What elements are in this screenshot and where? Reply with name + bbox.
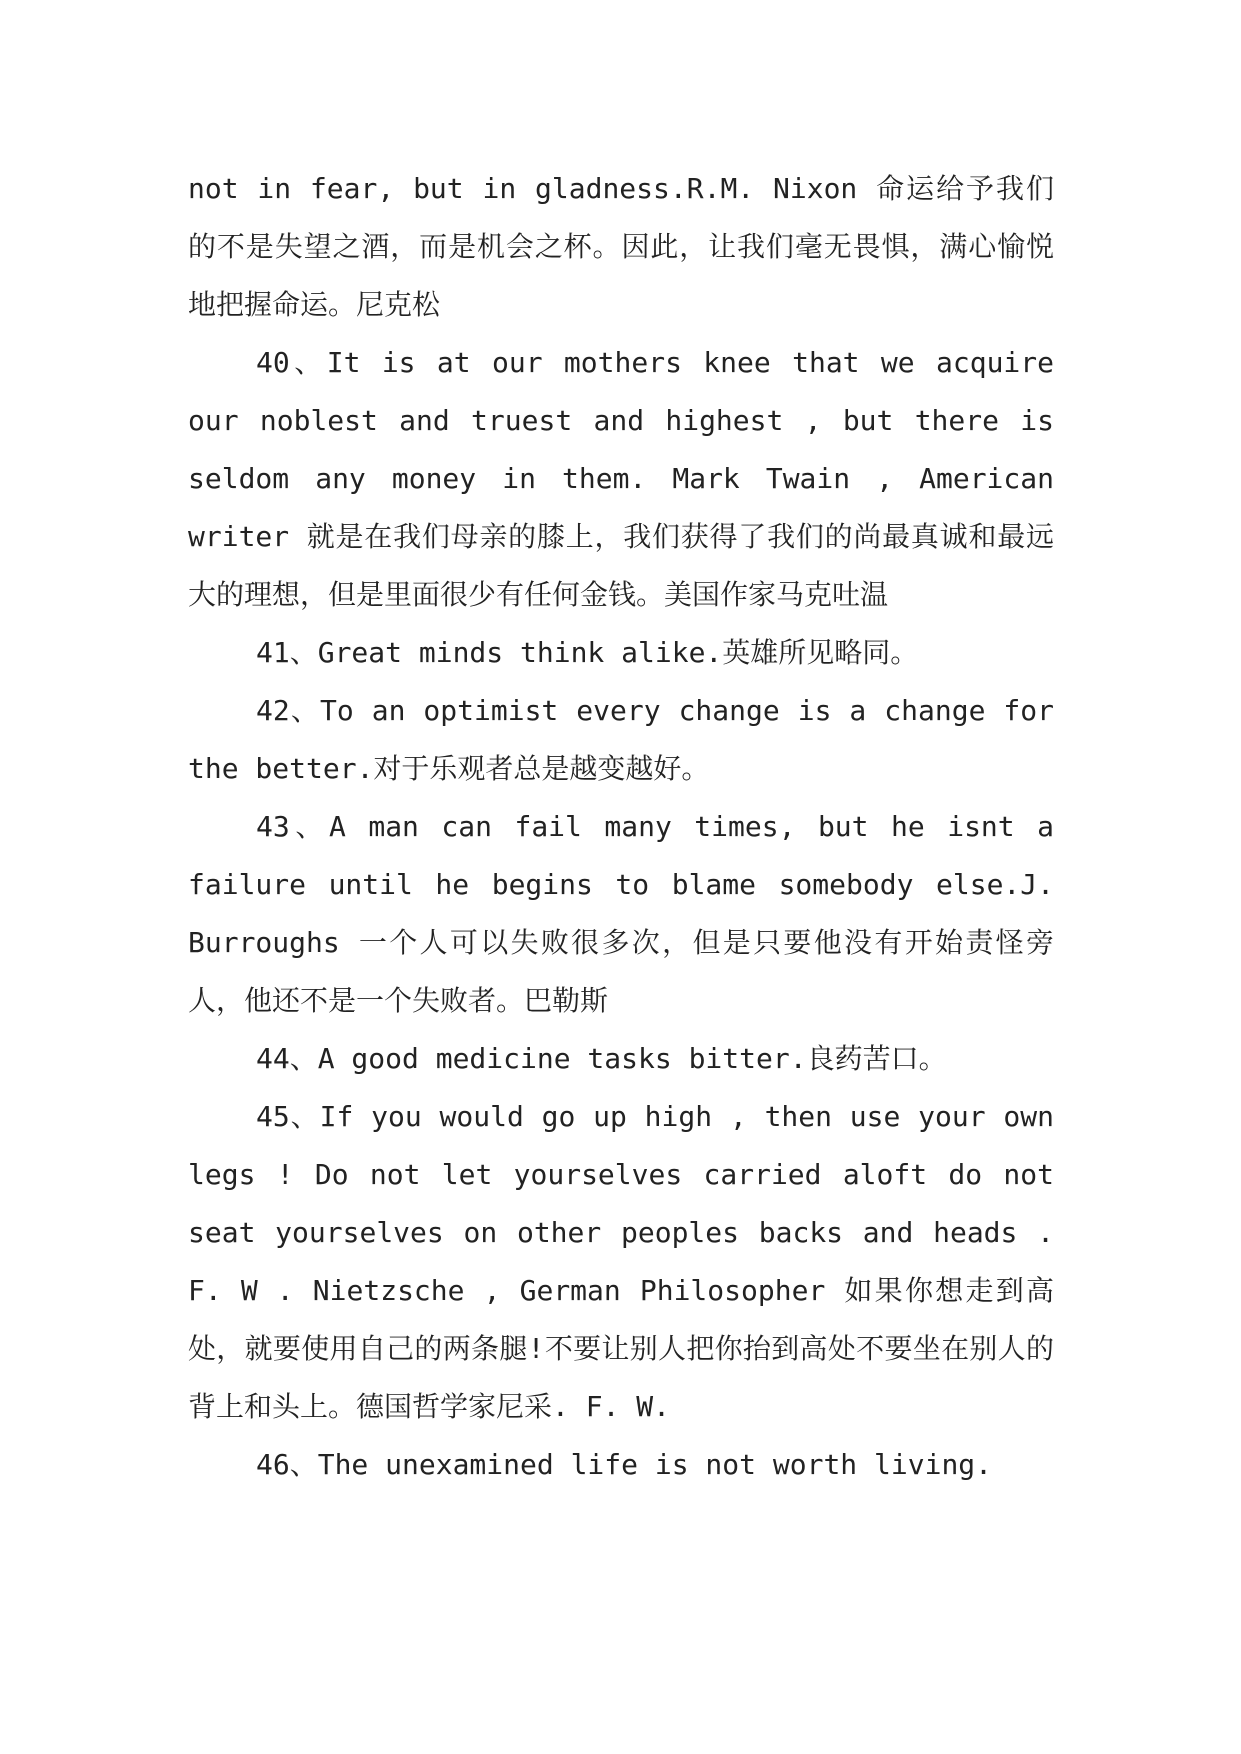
paragraph-quote-43: 43、A man can fail many times, but he isnt a failure until he begins to blame somebody else.J. Burroughs 一个人可以失败很多次，但是只要他没有开始责怪旁人，他还不是一个失败者。巴勒斯 bbox=[188, 810, 1054, 1017]
paragraph-nixon-quote-continued: not in fear, but in gladness.R.M. Nixon 命运给予我们的不是失望之酒，而是机会之杯。因此，让我们毫无畏惧，满心愉悦地把握命运。尼克松 bbox=[188, 172, 1054, 321]
paragraph-quote-42: 42、To an optimist every change is a change for the better.对于乐观者总是越变越好。 bbox=[188, 694, 1054, 785]
paragraph-quote-46: 46、The unexamined life is not worth living. bbox=[256, 1448, 993, 1481]
paragraph-quote-41: 41、Great minds think alike.英雄所见略同。 bbox=[256, 636, 919, 669]
paragraph-quote-45: 45、If you would go up high , then use your own legs ! Do not let yourselves carried aloft do not seat yourselves on other peoples backs and heads . F. W . Nietzsche , German Philosopher 如果你想走到高处，就要使用自己的两条腿!不要让别人把你抬到高处不要坐在别人的背上和头上。德国哲学家尼采. F. W. bbox=[188, 1100, 1054, 1423]
document-page bbox=[188, 160, 1054, 1494]
paragraph-quote-40: 40、It is at our mothers knee that we acquire our noblest and truest and highest , but there is seldom any money in them. Mark Twain , American writer 就是在我们母亲的膝上，我们获得了我们的尚最真诚和最远大的理想，但是里面很少有任何金钱。美国作家马克吐温 bbox=[188, 346, 1054, 611]
paragraph-quote-44: 44、A good medicine tasks bitter.良药苦口。 bbox=[256, 1042, 947, 1075]
